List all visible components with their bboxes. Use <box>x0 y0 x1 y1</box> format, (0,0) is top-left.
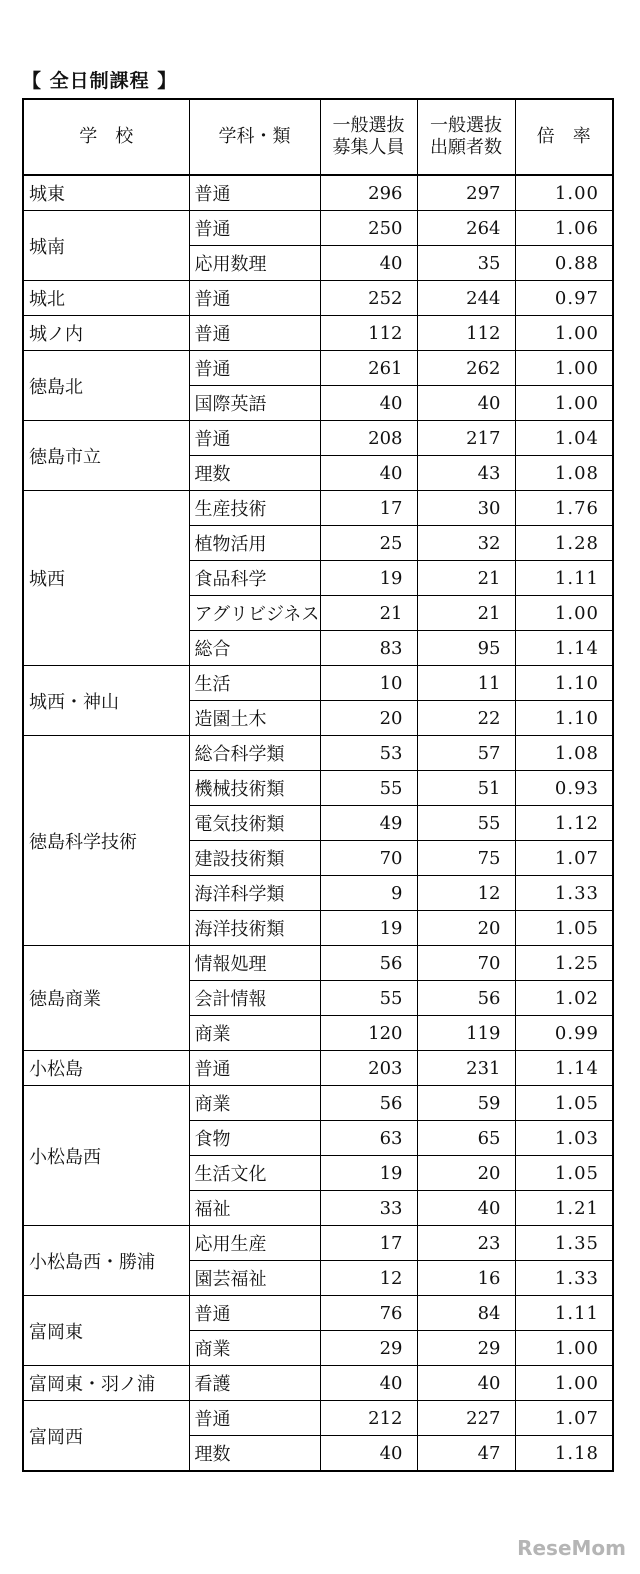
rate-cell: 1.08 <box>515 456 613 491</box>
applicants-cell: 30 <box>417 491 515 526</box>
school-name-cell: 徳島市立 <box>23 421 189 491</box>
dept-cell: 普通 <box>189 281 320 316</box>
capacity-cell: 296 <box>320 175 417 211</box>
applicants-cell: 29 <box>417 1331 515 1366</box>
table-row <box>23 1296 613 1331</box>
header-rate: 倍 率 <box>515 99 613 175</box>
school-name-cell: 徳島科学技術 <box>23 736 189 946</box>
school-name-cell: 富岡東 <box>23 1296 189 1366</box>
capacity-cell: 252 <box>320 281 417 316</box>
header-capacity-line2: 募集人員 <box>332 137 405 158</box>
admissions-table <box>22 98 614 1472</box>
dept-cell: 普通 <box>189 351 320 386</box>
applicants-cell: 40 <box>417 1191 515 1226</box>
applicants-cell: 231 <box>417 1051 515 1086</box>
capacity-cell: 29 <box>320 1331 417 1366</box>
header-capacity <box>320 99 417 175</box>
capacity-cell: 208 <box>320 421 417 456</box>
dept-cell: 普通 <box>189 1051 320 1086</box>
table-row <box>23 211 613 246</box>
applicants-cell: 43 <box>417 456 515 491</box>
applicants-cell: 12 <box>417 876 515 911</box>
capacity-cell: 76 <box>320 1296 417 1331</box>
capacity-cell: 40 <box>320 456 417 491</box>
capacity-cell: 120 <box>320 1016 417 1051</box>
dept-cell: 食物 <box>189 1121 320 1156</box>
dept-cell: 情報処理 <box>189 946 320 981</box>
table-header-row <box>23 99 613 175</box>
applicants-cell: 20 <box>417 1156 515 1191</box>
applicants-cell: 70 <box>417 946 515 981</box>
dept-cell: アグリビジネス <box>189 596 320 631</box>
capacity-cell: 53 <box>320 736 417 771</box>
dept-cell: 食品科学 <box>189 561 320 596</box>
capacity-cell: 83 <box>320 631 417 666</box>
table-row <box>23 1401 613 1436</box>
capacity-cell: 19 <box>320 1156 417 1191</box>
applicants-cell: 21 <box>417 596 515 631</box>
rate-cell: 1.07 <box>515 841 613 876</box>
capacity-cell: 56 <box>320 1086 417 1121</box>
table-row <box>23 1051 613 1086</box>
applicants-cell: 47 <box>417 1436 515 1472</box>
capacity-cell: 9 <box>320 876 417 911</box>
dept-cell: 福祉 <box>189 1191 320 1226</box>
capacity-cell: 40 <box>320 1366 417 1401</box>
dept-cell: 応用数理 <box>189 246 320 281</box>
school-name-cell: 富岡西 <box>23 1401 189 1472</box>
header-dept: 学科・類 <box>189 99 320 175</box>
dept-cell: 理数 <box>189 456 320 491</box>
rate-cell: 1.08 <box>515 736 613 771</box>
school-name-cell: 小松島 <box>23 1051 189 1086</box>
applicants-cell: 244 <box>417 281 515 316</box>
table-row <box>23 175 613 211</box>
rate-cell: 1.12 <box>515 806 613 841</box>
dept-cell: 商業 <box>189 1086 320 1121</box>
table-row <box>23 1086 613 1121</box>
rate-cell: 1.76 <box>515 491 613 526</box>
capacity-cell: 12 <box>320 1261 417 1296</box>
dept-cell: 海洋技術類 <box>189 911 320 946</box>
capacity-cell: 40 <box>320 386 417 421</box>
rate-cell: 1.14 <box>515 631 613 666</box>
rate-cell: 1.10 <box>515 701 613 736</box>
dept-cell: 普通 <box>189 1296 320 1331</box>
rate-cell: 1.02 <box>515 981 613 1016</box>
dept-cell: 機械技術類 <box>189 771 320 806</box>
capacity-cell: 261 <box>320 351 417 386</box>
dept-cell: 普通 <box>189 316 320 351</box>
applicants-cell: 112 <box>417 316 515 351</box>
rate-cell: 1.11 <box>515 1296 613 1331</box>
applicants-cell: 40 <box>417 386 515 421</box>
rate-cell: 1.00 <box>515 316 613 351</box>
dept-cell: 園芸福祉 <box>189 1261 320 1296</box>
applicants-cell: 75 <box>417 841 515 876</box>
table-row <box>23 1366 613 1401</box>
rate-cell: 1.28 <box>515 526 613 561</box>
capacity-cell: 40 <box>320 1436 417 1472</box>
dept-cell: 総合科学類 <box>189 736 320 771</box>
school-name-cell: 城北 <box>23 281 189 316</box>
dept-cell: 造園土木 <box>189 701 320 736</box>
capacity-cell: 203 <box>320 1051 417 1086</box>
rate-cell: 0.97 <box>515 281 613 316</box>
capacity-cell: 19 <box>320 911 417 946</box>
capacity-cell: 40 <box>320 246 417 281</box>
capacity-cell: 17 <box>320 491 417 526</box>
rate-cell: 1.05 <box>515 1156 613 1191</box>
rate-cell: 1.03 <box>515 1121 613 1156</box>
applicants-cell: 227 <box>417 1401 515 1436</box>
applicants-cell: 65 <box>417 1121 515 1156</box>
rate-cell: 0.93 <box>515 771 613 806</box>
dept-cell: 商業 <box>189 1331 320 1366</box>
resemom-logo: ReseMom <box>517 1536 626 1560</box>
table-row <box>23 1226 613 1261</box>
header-capacity-line1: 一般選抜 <box>332 115 405 136</box>
applicants-cell: 57 <box>417 736 515 771</box>
capacity-cell: 250 <box>320 211 417 246</box>
applicants-cell: 56 <box>417 981 515 1016</box>
rate-cell: 1.00 <box>515 386 613 421</box>
dept-cell: 生産技術 <box>189 491 320 526</box>
applicants-cell: 59 <box>417 1086 515 1121</box>
capacity-cell: 55 <box>320 981 417 1016</box>
rate-cell: 1.04 <box>515 421 613 456</box>
capacity-cell: 19 <box>320 561 417 596</box>
dept-cell: 海洋科学類 <box>189 876 320 911</box>
school-name-cell: 城東 <box>23 175 189 211</box>
applicants-cell: 297 <box>417 175 515 211</box>
rate-cell: 1.00 <box>515 351 613 386</box>
dept-cell: 電気技術類 <box>189 806 320 841</box>
dept-cell: 生活 <box>189 666 320 701</box>
school-name-cell: 城ノ内 <box>23 316 189 351</box>
dept-cell: 普通 <box>189 1401 320 1436</box>
rate-cell: 1.07 <box>515 1401 613 1436</box>
school-name-cell: 小松島西・勝浦 <box>23 1226 189 1296</box>
rate-cell: 0.88 <box>515 246 613 281</box>
rate-cell: 1.00 <box>515 596 613 631</box>
rate-cell: 1.33 <box>515 1261 613 1296</box>
header-school: 学 校 <box>23 99 189 175</box>
applicants-cell: 95 <box>417 631 515 666</box>
capacity-cell: 20 <box>320 701 417 736</box>
table-row <box>23 491 613 526</box>
rate-cell: 1.00 <box>515 1331 613 1366</box>
school-name-cell: 徳島商業 <box>23 946 189 1051</box>
capacity-cell: 55 <box>320 771 417 806</box>
rate-cell: 1.33 <box>515 876 613 911</box>
school-name-cell: 城南 <box>23 211 189 281</box>
dept-cell: 建設技術類 <box>189 841 320 876</box>
capacity-cell: 56 <box>320 946 417 981</box>
dept-cell: 総合 <box>189 631 320 666</box>
applicants-cell: 262 <box>417 351 515 386</box>
school-name-cell: 徳島北 <box>23 351 189 421</box>
table-row <box>23 421 613 456</box>
school-name-cell: 城西 <box>23 491 189 666</box>
rate-cell: 1.00 <box>515 175 613 211</box>
dept-cell: 植物活用 <box>189 526 320 561</box>
dept-cell: 会計情報 <box>189 981 320 1016</box>
capacity-cell: 10 <box>320 666 417 701</box>
dept-cell: 生活文化 <box>189 1156 320 1191</box>
dept-cell: 普通 <box>189 421 320 456</box>
rate-cell: 1.18 <box>515 1436 613 1472</box>
table-row <box>23 666 613 701</box>
dept-cell: 看護 <box>189 1366 320 1401</box>
table-row <box>23 316 613 351</box>
applicants-cell: 264 <box>417 211 515 246</box>
school-name-cell: 富岡東・羽ノ浦 <box>23 1366 189 1401</box>
rate-cell: 1.14 <box>515 1051 613 1086</box>
capacity-cell: 21 <box>320 596 417 631</box>
school-name-cell: 城西・神山 <box>23 666 189 736</box>
rate-cell: 1.11 <box>515 561 613 596</box>
table-row <box>23 351 613 386</box>
dept-cell: 普通 <box>189 211 320 246</box>
table-row <box>23 736 613 771</box>
rate-cell: 1.05 <box>515 1086 613 1121</box>
capacity-cell: 63 <box>320 1121 417 1156</box>
capacity-cell: 33 <box>320 1191 417 1226</box>
table-row <box>23 946 613 981</box>
rate-cell: 1.25 <box>515 946 613 981</box>
rate-cell: 1.35 <box>515 1226 613 1261</box>
rate-cell: 0.99 <box>515 1016 613 1051</box>
applicants-cell: 22 <box>417 701 515 736</box>
applicants-cell: 23 <box>417 1226 515 1261</box>
dept-cell: 国際英語 <box>189 386 320 421</box>
header-applicants-line1: 一般選抜 <box>430 115 502 136</box>
applicants-cell: 32 <box>417 526 515 561</box>
dept-cell: 応用生産 <box>189 1226 320 1261</box>
rate-cell: 1.00 <box>515 1366 613 1401</box>
dept-cell: 普通 <box>189 175 320 211</box>
applicants-cell: 84 <box>417 1296 515 1331</box>
table-body <box>23 175 613 1471</box>
dept-cell: 商業 <box>189 1016 320 1051</box>
table-row <box>23 281 613 316</box>
capacity-cell: 212 <box>320 1401 417 1436</box>
rate-cell: 1.10 <box>515 666 613 701</box>
dept-cell: 理数 <box>189 1436 320 1472</box>
applicants-cell: 16 <box>417 1261 515 1296</box>
rate-cell: 1.06 <box>515 211 613 246</box>
applicants-cell: 119 <box>417 1016 515 1051</box>
school-name-cell: 小松島西 <box>23 1086 189 1226</box>
applicants-cell: 35 <box>417 246 515 281</box>
rate-cell: 1.21 <box>515 1191 613 1226</box>
header-applicants-line2: 出願者数 <box>430 137 502 158</box>
header-applicants <box>417 99 515 175</box>
page-title: 【 全日制課程 】 <box>22 70 178 92</box>
capacity-cell: 17 <box>320 1226 417 1261</box>
applicants-cell: 11 <box>417 666 515 701</box>
applicants-cell: 20 <box>417 911 515 946</box>
applicants-cell: 40 <box>417 1366 515 1401</box>
applicants-cell: 217 <box>417 421 515 456</box>
rate-cell: 1.05 <box>515 911 613 946</box>
capacity-cell: 25 <box>320 526 417 561</box>
capacity-cell: 70 <box>320 841 417 876</box>
capacity-cell: 49 <box>320 806 417 841</box>
applicants-cell: 55 <box>417 806 515 841</box>
capacity-cell: 112 <box>320 316 417 351</box>
applicants-cell: 51 <box>417 771 515 806</box>
applicants-cell: 21 <box>417 561 515 596</box>
